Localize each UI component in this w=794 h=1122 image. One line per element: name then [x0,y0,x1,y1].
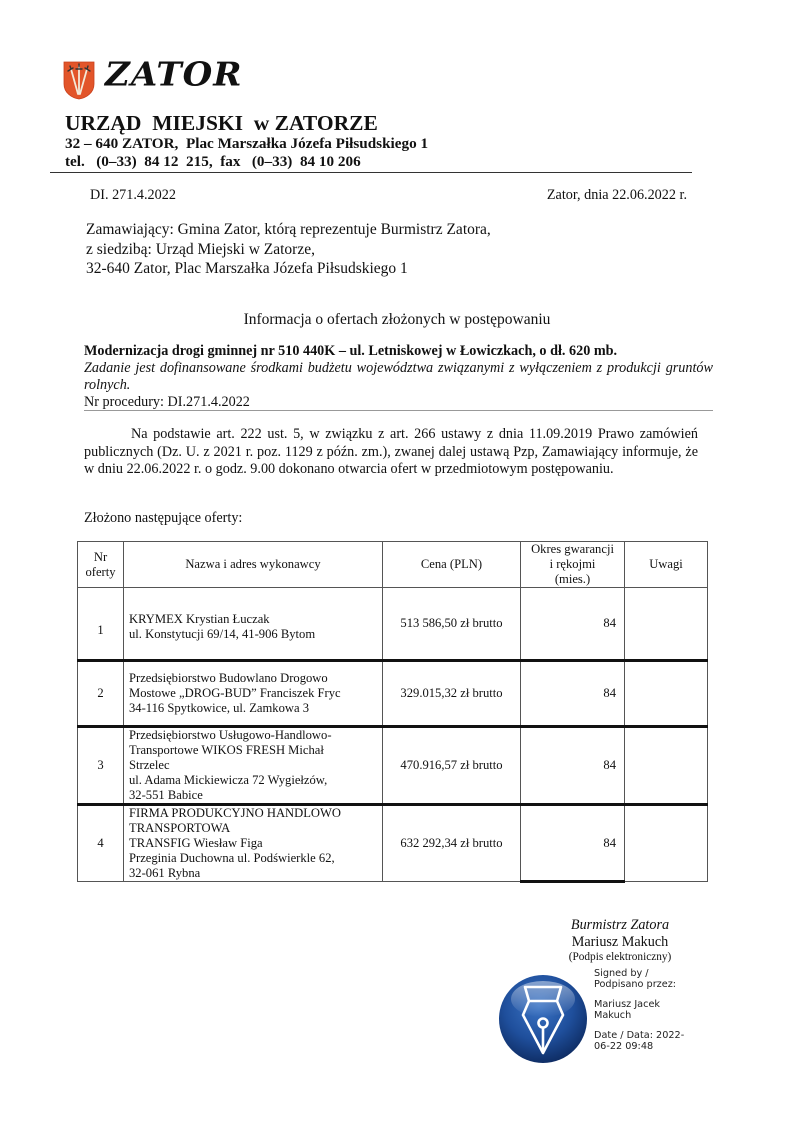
client-block [86,220,491,279]
subject-funding-note: Zadanie jest dofinansowane środkami budżetu województwa związanymi z wyłączeniem z produkcji gruntów rolnych. [84,360,713,393]
logo-wordmark: ZATOR [105,56,243,94]
signature-note: (Podpis elektroniczny) [568,951,672,963]
coat-of-arms-icon [63,60,95,100]
header-name: Nazwa i adres wykonawcy [124,542,383,588]
client-line: Zamawiający: Gmina Zator, którą reprezentuje Burmistrz Zatora, [86,221,491,238]
seal-date: 06-22 09:48 [594,1041,654,1052]
subject-title: Modernizacja drogi gminnej nr 510 440K – ul. Letniskowej w Łowiczkach, o dł. 620 mb. [84,343,618,359]
offer-notes [625,661,708,727]
header-warranty: Okres gwarancji i rękojmi (mies.) [521,542,625,588]
signature-seal-details: Signed by / Podpisano przez: Mariusz Jacek Makuch Date / Data: 2022- 06-22 09:48 [594,968,685,1052]
organization-phone: tel. (0–33) 84 12 215, fax (0–33) 84 10 206 [65,153,361,170]
offer-contractor: Przedsiębiorstwo Usługowo-Handlowo- Transportowe WIKOS FRESH Michał Strzelec ul. Adama Mickiewicza 72 Wygiełzów, 32-551 Babice [124,727,383,805]
client-line: z siedzibą: Urząd Miejski w Zatorze, [86,240,315,258]
offer-contractor: FIRMA PRODUKCYJNO HANDLOWO TRANSPORTOWA TRANSFIG Wiesław Figa Przeginia Duchowna ul. Podświerkle 62, 32-061 Rybna [124,805,383,882]
offer-warranty: 84 [521,661,625,727]
table-row [78,661,708,727]
offer-nr: 4 [78,805,124,882]
seal-date: Date / Data: 2022- [594,1030,685,1041]
offer-warranty: 84 [521,805,625,882]
organization-name: URZĄD MIEJSKI w ZATORZE [65,111,378,135]
offer-price: 513 586,50 zł brutto [383,588,521,661]
subject-block [84,343,713,411]
signature-block [520,917,720,965]
header-divider [50,172,692,173]
legal-basis-paragraph: Na podstawie art. 222 ust. 5, w związku z art. 266 ustawy z dnia 11.09.2019 Prawo zamówień publicznych (Dz. U. z 2021 r. poz. 1129 z późn. zm.), zwanej dalej ustawą Pzp, Zamawiający informuje, że w dniu 22.06.2022 r. o godz. 9.00 dokonano otwarcia ofert w przedmiotowym postępowaniu. [84,426,698,477]
subject-divider [84,410,713,411]
offer-price: 329.015,32 zł brutto [383,661,521,727]
seal-signer: Makuch [594,1010,632,1021]
reference-number: DI. 271.4.2022 [90,187,176,203]
offer-notes [625,727,708,805]
offer-notes [625,805,708,882]
fountain-pen-icon [497,973,589,1065]
header-notes: Uwagi [625,542,708,588]
header-nr: Nr oferty [78,542,124,588]
offer-contractor: Przedsiębiorstwo Budowlano Drogowo Mostowe „DROG-BUD” Franciszek Fryc 34-116 Spytkowice, ul. Zamkowa 3 [124,661,383,727]
client-line: 32-640 Zator, Plac Marszałka Józefa Piłsudskiego 1 [86,260,408,277]
offer-warranty: 84 [521,727,625,805]
offer-nr: 3 [78,727,124,805]
document-title: Informacja o ofertach złożonych w postępowaniu [243,311,551,328]
header-price: Cena (PLN) [383,542,521,588]
procedure-number: Nr procedury: DI.271.4.2022 [84,394,250,410]
offer-price: 632 292,34 zł brutto [383,805,521,882]
table-row [78,727,708,805]
offer-warranty: 84 [521,588,625,661]
offers-table [77,541,708,883]
offer-nr: 1 [78,588,124,661]
organization-address: 32 – 640 ZATOR, Plac Marszałka Józefa Piłsudskiego 1 [65,135,429,152]
offer-price: 470.916,57 zł brutto [383,727,521,805]
table-row [78,805,708,882]
offers-intro: Złożono następujące oferty: [84,510,243,526]
table-header-row [78,542,708,588]
seal-signer: Mariusz Jacek [594,999,661,1010]
signatory-name: Mariusz Makuch [571,933,669,950]
place-date: Zator, dnia 22.06.2022 r. [546,187,687,203]
offer-notes [625,588,708,661]
offer-contractor: KRYMEX Krystian Łuczak ul. Konstytucji 69/14, 41-906 Bytom [124,588,383,661]
offer-nr: 2 [78,661,124,727]
signatory-role: Burmistrz Zatora [570,917,670,933]
table-row [78,588,708,661]
